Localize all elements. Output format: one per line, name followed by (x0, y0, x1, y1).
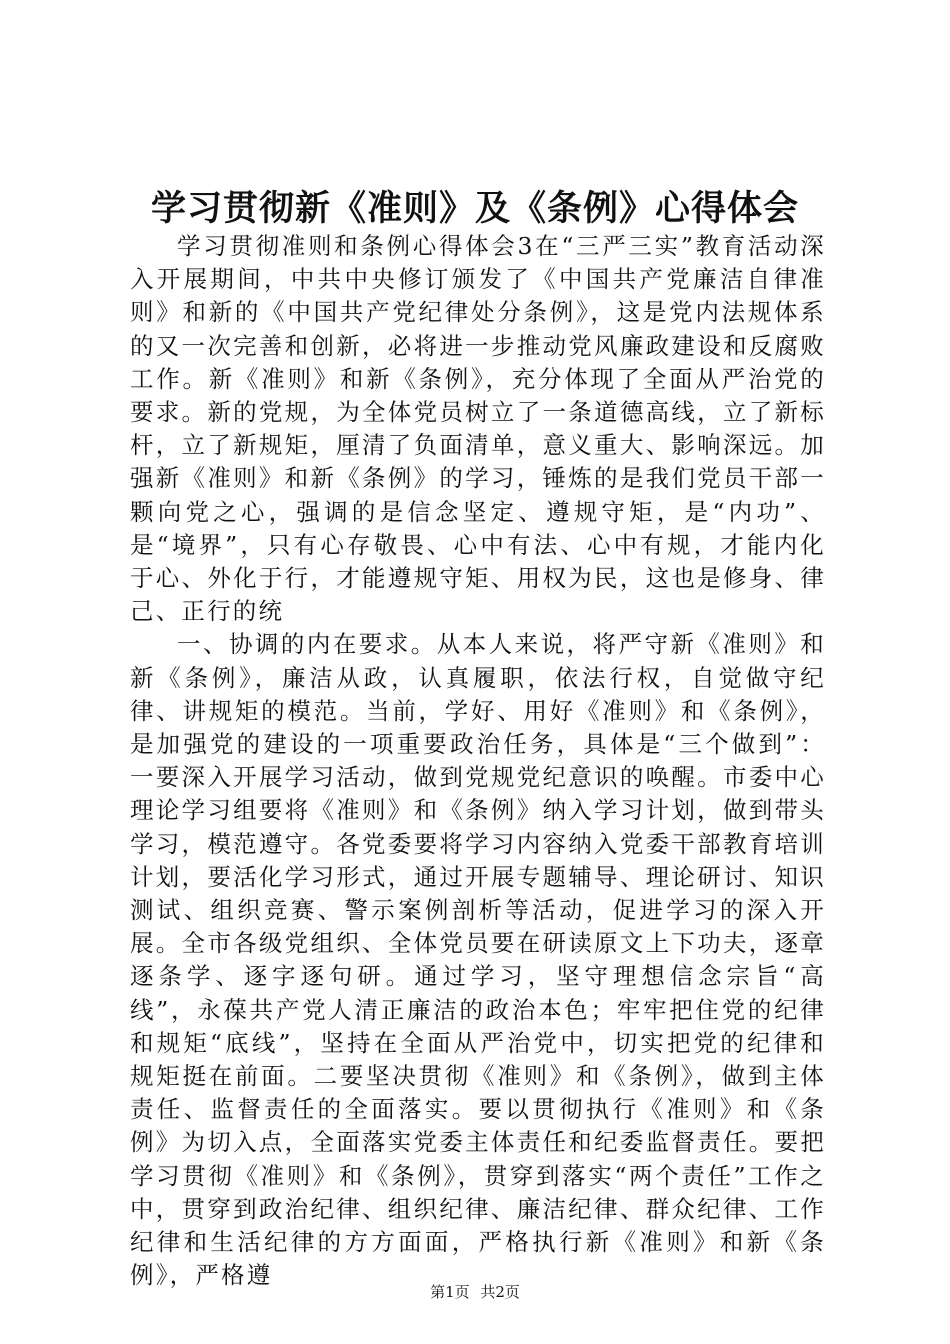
paragraph-intro: 学习贯彻准则和条例心得体会3在“三严三实”教育活动深入开展期间，中共中央修订颁发了《中国共产党廉洁自律准则》和新的《中国共产党纪律处分条例》，这是党内法规体系的又一次完善和创新，必将进一步推动党风廉政建设和反腐败工作。新《准则》和新《条例》，充分体现了全面从严治党的要求。新的党规，为全体党员树立了一条道德高线，立了新标杆，立了新规矩，厘清了负面清单，意义重大、影响深远。加强新《准则》和新《条例》的学习，锤炼的是我们党员干部一颗向党之心，强调的是信念坚定、遵规守矩，是“内功”、是“境界”，只有心存敬畏、心中有法、心中有规，才能内化于心、外化于行，才能遵规守矩、用权为民，这也是修身、律己、正行的统 (130, 232, 826, 626)
page-number: 第1页 (430, 1283, 470, 1301)
page-footer (0, 1282, 950, 1302)
document-body (130, 230, 826, 1293)
page-total: 共2页 (480, 1283, 520, 1301)
paragraph-section-one: 一、协调的内在要求。从本人来说，将严守新《准则》和新《条例》，廉洁从政，认真履职，依法行权，自觉做守纪律、讲规矩的模范。当前，学好、用好《准则》和《条例》，是加强党的建设的一项重要政治任务，具体是“三个做到”：一要深入开展学习活动，做到党规党纪意识的唤醒。市委中心理论学习组要将《准则》和《条例》纳入学习计划，做到带头学习，模范遵守。各党委要将学习内容纳入党委干部教育培训计划，要活化学习形式，通过开展专题辅导、理论研讨、知识测试、组织竞赛、警示案例剖析等活动，促进学习的深入开展。全市各级党组织、全体党员要在研读原文上下功夫，逐章逐条学、逐字逐句研。通过学习，坚守理想信念宗旨“高线”，永葆共产党人清正廉洁的政治本色；牢牢把住党的纪律和规矩“底线”，坚持在全面从严治党中，切实把党的纪律和规矩挺在前面。二要坚决贯彻《准则》和《条例》，做到主体责任、监督责任的全面落实。要以贯彻执行《准则》和《条例》为切入点，全面落实党委主体责任和纪委监督责任。要把学习贯彻《准则》和《条例》，贯穿到落实“两个责任”工作之中，贯穿到政治纪律、组织纪律、廉洁纪律、群众纪律、工作纪律和生活纪律的方方面面，严格执行新《准则》和新《条例》，严格遵 (130, 630, 826, 1290)
document-title: 学习贯彻新《准则》及《条例》心得体会 (150, 189, 799, 229)
